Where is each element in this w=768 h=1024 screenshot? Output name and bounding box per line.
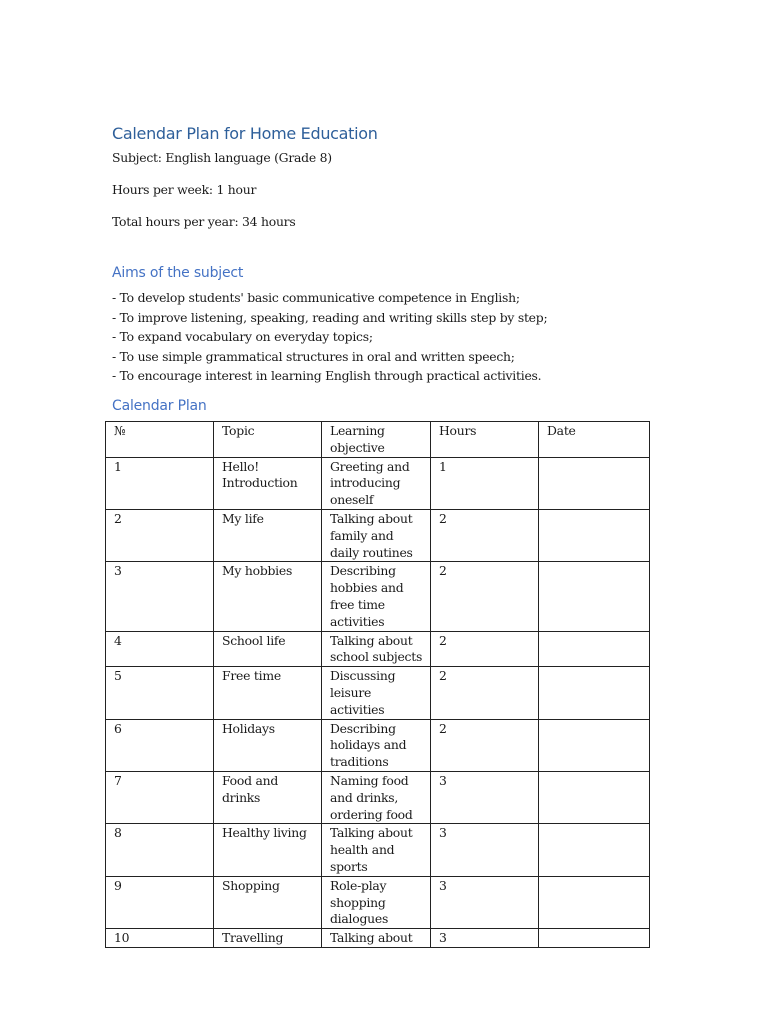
hours-per-week-line: Hours per week: 1 hour (112, 182, 257, 197)
aims-item: - To improve listening, speaking, reading and writing skills step by step; (112, 309, 548, 325)
cell-objective: Role-play shopping dialogues (322, 876, 431, 928)
cell-number: 10 (106, 929, 214, 948)
cell-objective: Describing hobbies and free time activities (322, 562, 431, 631)
table-row (106, 876, 650, 928)
cell-date (539, 771, 650, 823)
cell-topic: Travelling (214, 929, 322, 948)
calendar-plan-heading: Calendar Plan (112, 398, 207, 414)
table-row (106, 719, 650, 771)
cell-topic: My life (214, 509, 322, 561)
cell-date (539, 667, 650, 719)
aims-item: - To develop students' basic communicative competence in English; (112, 290, 520, 305)
cell-topic: Hello! Introduction (214, 457, 322, 509)
cell-topic: Free time (214, 667, 322, 719)
cell-objective: Greeting and introducing oneself (322, 457, 431, 509)
cell-topic: My hobbies (214, 562, 322, 631)
aims-item: - To expand vocabulary on everyday topics; (112, 329, 373, 344)
cell-objective: Talking about (322, 929, 431, 948)
cell-hours: 3 (431, 876, 539, 928)
cell-objective: Describing holidays and traditions (322, 719, 431, 771)
cell-date (539, 457, 650, 509)
table-row (106, 824, 650, 876)
cell-number: 6 (106, 719, 214, 771)
cell-hours: 2 (431, 562, 539, 631)
column-header-hours: Hours (431, 422, 539, 458)
cell-hours: 1 (431, 457, 539, 509)
cell-date (539, 562, 650, 631)
cell-date (539, 719, 650, 771)
aims-item: - To use simple grammatical structures in oral and written speech; (112, 348, 515, 364)
cell-topic: Shopping (214, 876, 322, 928)
table-row (106, 929, 650, 948)
cell-date (539, 929, 650, 948)
calendar-plan-table (105, 421, 650, 948)
total-hours-line: Total hours per year: 34 hours (112, 214, 296, 229)
table-row (106, 631, 650, 667)
cell-hours: 2 (431, 509, 539, 561)
cell-hours: 2 (431, 667, 539, 719)
cell-date (539, 631, 650, 667)
cell-date (539, 509, 650, 561)
cell-objective: Naming food and drinks, ordering food (322, 771, 431, 823)
table-row (106, 509, 650, 561)
aims-list (112, 288, 547, 386)
column-header-objective: Learning objective (322, 422, 431, 458)
aims-heading: Aims of the subject (112, 265, 244, 281)
cell-number: 5 (106, 667, 214, 719)
cell-topic: Food and drinks (214, 771, 322, 823)
cell-number: 9 (106, 876, 214, 928)
subject-line: Subject: English language (Grade 8) (112, 150, 332, 165)
table-header-row (106, 422, 650, 458)
document-title: Calendar Plan for Home Education (112, 124, 378, 143)
cell-date (539, 876, 650, 928)
cell-number: 7 (106, 771, 214, 823)
column-header-date: Date (539, 422, 650, 458)
aims-item: - To encourage interest in learning English through practical activities. (112, 368, 542, 383)
cell-number: 1 (106, 457, 214, 509)
cell-date (539, 824, 650, 876)
table-row (106, 562, 650, 631)
cell-topic: Holidays (214, 719, 322, 771)
cell-topic: Healthy living (214, 824, 322, 876)
table-row (106, 457, 650, 509)
cell-number: 2 (106, 509, 214, 561)
cell-objective: Talking about family and daily routines (322, 509, 431, 561)
cell-topic: School life (214, 631, 322, 667)
cell-hours: 3 (431, 771, 539, 823)
cell-objective: Discussing leisure activities (322, 667, 431, 719)
cell-number: 3 (106, 562, 214, 631)
column-header-topic: Topic (214, 422, 322, 458)
cell-number: 4 (106, 631, 214, 667)
column-header-number: № (106, 422, 214, 458)
cell-objective: Talking about school subjects (322, 631, 431, 667)
cell-hours: 3 (431, 929, 539, 948)
cell-hours: 2 (431, 631, 539, 667)
table-row (106, 667, 650, 719)
cell-objective: Talking about health and sports (322, 824, 431, 876)
cell-number: 8 (106, 824, 214, 876)
cell-hours: 2 (431, 719, 539, 771)
cell-hours: 3 (431, 824, 539, 876)
table-row (106, 771, 650, 823)
